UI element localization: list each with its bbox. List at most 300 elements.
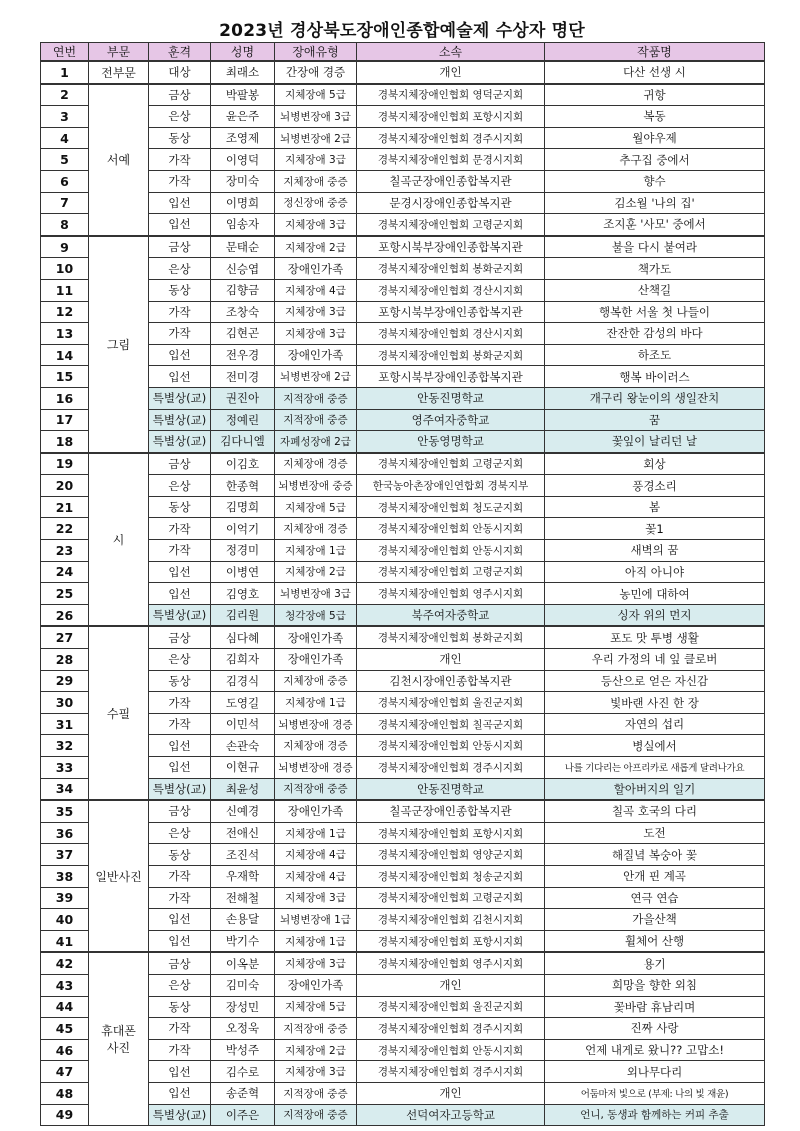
affiliation-cell: 개인 [357, 974, 545, 996]
award-cell: 입선 [149, 344, 211, 366]
disability-cell: 장애인가족 [275, 344, 357, 366]
disability-cell: 지체장애 1급 [275, 930, 357, 952]
table-row [41, 61, 765, 84]
table-row [41, 518, 765, 540]
category-cell: 서예 [89, 84, 149, 236]
disability-cell: 지체장애 3급 [275, 1061, 357, 1083]
award-cell: 동상 [149, 670, 211, 692]
row-number: 26 [41, 604, 89, 626]
table-row [41, 952, 765, 974]
work-cell: 휠체어 산행 [545, 930, 765, 952]
award-cell: 금상 [149, 626, 211, 648]
affiliation-cell: 경북지체장애인협회 안동시지회 [357, 540, 545, 562]
name-cell: 김경식 [211, 670, 275, 692]
affiliation-cell: 개인 [357, 61, 545, 84]
header-no: 연번 [41, 43, 89, 62]
award-cell: 동상 [149, 996, 211, 1018]
row-number: 6 [41, 170, 89, 192]
disability-cell: 지체장애 3급 [275, 887, 357, 909]
name-cell: 이영덕 [211, 149, 275, 171]
award-cell: 입선 [149, 214, 211, 236]
award-cell: 가작 [149, 301, 211, 323]
name-cell: 송준혁 [211, 1082, 275, 1104]
row-number: 18 [41, 431, 89, 453]
name-cell: 우재학 [211, 865, 275, 887]
name-cell: 장미숙 [211, 170, 275, 192]
table-row [41, 778, 765, 800]
name-cell: 한종혁 [211, 475, 275, 497]
affiliation-cell: 경북지체장애인협회 봉화군지회 [357, 344, 545, 366]
table-row [41, 865, 765, 887]
table-row [41, 84, 765, 106]
work-cell: 할아버지의 일기 [545, 778, 765, 800]
affiliation-cell: 안동진명학교 [357, 778, 545, 800]
name-cell: 김영호 [211, 583, 275, 605]
table-row [41, 236, 765, 258]
table-row [41, 996, 765, 1018]
name-cell: 손용달 [211, 909, 275, 931]
award-cell: 금상 [149, 236, 211, 258]
affiliation-cell: 칠곡군장애인종합복지관 [357, 800, 545, 822]
award-cell: 특별상(교) [149, 387, 211, 409]
disability-cell: 지체장애 5급 [275, 496, 357, 518]
row-number: 40 [41, 909, 89, 931]
row-number: 35 [41, 800, 89, 822]
disability-cell: 뇌병변장애 경증 [275, 713, 357, 735]
disability-cell: 정신장애 중증 [275, 192, 357, 214]
name-cell: 장성민 [211, 996, 275, 1018]
name-cell: 김현곤 [211, 323, 275, 345]
name-cell: 이병연 [211, 561, 275, 583]
affiliation-cell: 경북지체장애인협회 고령군지회 [357, 214, 545, 236]
row-number: 10 [41, 258, 89, 280]
work-cell: 봄 [545, 496, 765, 518]
disability-cell: 뇌병변장애 1급 [275, 909, 357, 931]
work-cell: 가을산책 [545, 909, 765, 931]
award-cell: 가작 [149, 518, 211, 540]
name-cell: 신예경 [211, 800, 275, 822]
affiliation-cell: 영주여자중학교 [357, 409, 545, 431]
work-cell: 산책길 [545, 279, 765, 301]
disability-cell: 지체장애 중증 [275, 170, 357, 192]
affiliation-cell: 안동진명학교 [357, 387, 545, 409]
table-row [41, 279, 765, 301]
table-row [41, 909, 765, 931]
work-cell: 안개 핀 계곡 [545, 865, 765, 887]
row-number: 48 [41, 1082, 89, 1104]
disability-cell: 지체장애 3급 [275, 301, 357, 323]
row-number: 13 [41, 323, 89, 345]
row-number: 46 [41, 1039, 89, 1061]
row-number: 17 [41, 409, 89, 431]
award-cell: 특별상(교) [149, 409, 211, 431]
work-cell: 나를 기다리는 아프리카로 새롭게 달려나가요 [545, 757, 765, 779]
row-number: 27 [41, 626, 89, 648]
disability-cell: 지체장애 3급 [275, 149, 357, 171]
award-cell: 입선 [149, 757, 211, 779]
work-cell: 농민에 대하여 [545, 583, 765, 605]
affiliation-cell: 칠곡군장애인종합복지관 [357, 170, 545, 192]
affiliation-cell: 경북지체장애인협회 영주시지회 [357, 583, 545, 605]
row-number: 23 [41, 540, 89, 562]
row-number: 45 [41, 1018, 89, 1040]
award-cell: 가작 [149, 1039, 211, 1061]
name-cell: 오정욱 [211, 1018, 275, 1040]
work-cell: 다산 선생 시 [545, 61, 765, 84]
row-number: 1 [41, 61, 89, 84]
category-cell: 일반사진 [89, 800, 149, 952]
row-number: 22 [41, 518, 89, 540]
row-number: 30 [41, 692, 89, 714]
row-number: 16 [41, 387, 89, 409]
row-number: 12 [41, 301, 89, 323]
name-cell: 이명희 [211, 192, 275, 214]
table-row [41, 822, 765, 844]
table-row [41, 1082, 765, 1104]
affiliation-cell: 경북지체장애인협회 안동시지회 [357, 735, 545, 757]
affiliation-cell: 경북지체장애인협회 울진군지회 [357, 996, 545, 1018]
table-row [41, 1061, 765, 1083]
row-number: 42 [41, 952, 89, 974]
row-number: 36 [41, 822, 89, 844]
disability-cell: 지체장애 경증 [275, 735, 357, 757]
name-cell: 김향금 [211, 279, 275, 301]
disability-cell: 지적장애 중증 [275, 1104, 357, 1126]
award-cell: 입선 [149, 561, 211, 583]
row-number: 33 [41, 757, 89, 779]
table-row [41, 561, 765, 583]
name-cell: 이김호 [211, 453, 275, 475]
affiliation-cell: 포항시북부장애인종합복지관 [357, 366, 545, 388]
table-row [41, 692, 765, 714]
name-cell: 심다혜 [211, 626, 275, 648]
name-cell: 이현규 [211, 757, 275, 779]
name-cell: 신승엽 [211, 258, 275, 280]
award-cell: 가작 [149, 170, 211, 192]
work-cell: 우리 가정의 네 잎 클로버 [545, 649, 765, 671]
name-cell: 김희자 [211, 649, 275, 671]
table-row [41, 626, 765, 648]
disability-cell: 간장애 경증 [275, 61, 357, 84]
award-cell: 입선 [149, 909, 211, 931]
award-cell: 특별상(교) [149, 1104, 211, 1126]
disability-cell: 뇌병변장애 경증 [275, 757, 357, 779]
work-cell: 꽃1 [545, 518, 765, 540]
award-cell: 가작 [149, 713, 211, 735]
table-row [41, 649, 765, 671]
disability-cell: 장애인가족 [275, 800, 357, 822]
award-cell: 가작 [149, 149, 211, 171]
disability-cell: 지체장애 5급 [275, 84, 357, 106]
row-number: 34 [41, 778, 89, 800]
work-cell: 포도 맛 투병 생활 [545, 626, 765, 648]
award-cell: 대상 [149, 61, 211, 84]
work-cell: 외나무다리 [545, 1061, 765, 1083]
affiliation-cell: 개인 [357, 1082, 545, 1104]
name-cell: 전우경 [211, 344, 275, 366]
award-cell: 금상 [149, 84, 211, 106]
table-row [41, 258, 765, 280]
table-row [41, 214, 765, 236]
table-row [41, 344, 765, 366]
table-row [41, 800, 765, 822]
award-cell: 동상 [149, 844, 211, 866]
affiliation-cell: 경북지체장애인협회 고령군지회 [357, 887, 545, 909]
work-cell: 꽃바람 휴남리며 [545, 996, 765, 1018]
table-row [41, 366, 765, 388]
award-cell: 은상 [149, 822, 211, 844]
disability-cell: 지체장애 3급 [275, 952, 357, 974]
disability-cell: 지체장애 2급 [275, 1039, 357, 1061]
row-number: 38 [41, 865, 89, 887]
affiliation-cell: 경북지체장애인협회 영양군지회 [357, 844, 545, 866]
work-cell: 행복한 서울 첫 나들이 [545, 301, 765, 323]
work-cell: 귀항 [545, 84, 765, 106]
affiliation-cell: 경북지체장애인협회 칠곡군지회 [357, 713, 545, 735]
work-cell: 새벽의 꿈 [545, 540, 765, 562]
affiliation-cell: 개인 [357, 649, 545, 671]
disability-cell: 지체장애 경증 [275, 518, 357, 540]
disability-cell: 지체장애 5급 [275, 996, 357, 1018]
work-cell: 김소월 '나의 집' [545, 192, 765, 214]
disability-cell: 지체장애 1급 [275, 692, 357, 714]
category-cell: 휴대폰 사진 [89, 952, 149, 1125]
disability-cell: 지체장애 1급 [275, 822, 357, 844]
row-number: 32 [41, 735, 89, 757]
affiliation-cell: 한국농아촌장애인연합회 경북지부 [357, 475, 545, 497]
table-row [41, 431, 765, 453]
row-number: 21 [41, 496, 89, 518]
award-cell: 금상 [149, 453, 211, 475]
work-cell: 연극 연습 [545, 887, 765, 909]
disability-cell: 뇌병변장애 2급 [275, 127, 357, 149]
row-number: 29 [41, 670, 89, 692]
award-cell: 은상 [149, 475, 211, 497]
work-cell: 월야우제 [545, 127, 765, 149]
document-title: 2023년 경상북도장애인종합예술제 수상자 명단 [219, 21, 585, 41]
disability-cell: 지체장애 중증 [275, 670, 357, 692]
row-number: 2 [41, 84, 89, 106]
work-cell: 잔잔한 감성의 바다 [545, 323, 765, 345]
header-work: 작품명 [545, 43, 765, 62]
row-number: 11 [41, 279, 89, 301]
name-cell: 김미숙 [211, 974, 275, 996]
header-name: 성명 [211, 43, 275, 62]
work-cell: 복동 [545, 106, 765, 128]
disability-cell: 지적장애 중증 [275, 778, 357, 800]
disability-cell: 청각장애 5급 [275, 604, 357, 626]
award-cell: 특별상(교) [149, 604, 211, 626]
table-row [41, 540, 765, 562]
header-award: 훈격 [149, 43, 211, 62]
header-category: 부문 [89, 43, 149, 62]
name-cell: 김명희 [211, 496, 275, 518]
work-cell: 용기 [545, 952, 765, 974]
award-cell: 가작 [149, 692, 211, 714]
category-cell: 시 [89, 453, 149, 627]
affiliation-cell: 경북지체장애인협회 포항시지회 [357, 106, 545, 128]
award-cell: 금상 [149, 800, 211, 822]
award-cell: 동상 [149, 127, 211, 149]
work-cell: 칠곡 호국의 다리 [545, 800, 765, 822]
award-cell: 동상 [149, 496, 211, 518]
table-row [41, 453, 765, 475]
row-number: 4 [41, 127, 89, 149]
name-cell: 권진아 [211, 387, 275, 409]
work-cell: 희망을 향한 외침 [545, 974, 765, 996]
name-cell: 박성주 [211, 1039, 275, 1061]
table-row [41, 127, 765, 149]
award-cell: 금상 [149, 952, 211, 974]
row-number: 3 [41, 106, 89, 128]
affiliation-cell: 경북지체장애인협회 고령군지회 [357, 561, 545, 583]
row-number: 31 [41, 713, 89, 735]
table-row [41, 106, 765, 128]
award-cell: 가작 [149, 887, 211, 909]
name-cell: 정예린 [211, 409, 275, 431]
row-number: 5 [41, 149, 89, 171]
disability-cell: 지체장애 1급 [275, 540, 357, 562]
affiliation-cell: 경북지체장애인협회 포항시지회 [357, 822, 545, 844]
name-cell: 김리원 [211, 604, 275, 626]
disability-cell: 뇌병변장애 중증 [275, 475, 357, 497]
disability-cell: 지적장애 중증 [275, 1018, 357, 1040]
table-row [41, 1039, 765, 1061]
work-cell: 책가도 [545, 258, 765, 280]
award-cell: 은상 [149, 258, 211, 280]
award-cell: 가작 [149, 1018, 211, 1040]
work-cell: 풍경소리 [545, 475, 765, 497]
name-cell: 조영제 [211, 127, 275, 149]
disability-cell: 지체장애 4급 [275, 844, 357, 866]
name-cell: 조창숙 [211, 301, 275, 323]
awards-table [40, 42, 765, 1126]
table-row [41, 149, 765, 171]
table-header [41, 43, 765, 62]
affiliation-cell: 경북지체장애인협회 울진군지회 [357, 692, 545, 714]
name-cell: 도영길 [211, 692, 275, 714]
table-row [41, 887, 765, 909]
name-cell: 조진석 [211, 844, 275, 866]
affiliation-cell: 포항시북부장애인종합복지관 [357, 236, 545, 258]
name-cell: 전미경 [211, 366, 275, 388]
disability-cell: 지체장애 4급 [275, 279, 357, 301]
disability-cell: 장애인가족 [275, 649, 357, 671]
name-cell: 박팔봉 [211, 84, 275, 106]
affiliation-cell: 경북지체장애인협회 영주시지회 [357, 952, 545, 974]
name-cell: 이민석 [211, 713, 275, 735]
row-number: 15 [41, 366, 89, 388]
work-cell: 꿈 [545, 409, 765, 431]
disability-cell: 지체장애 3급 [275, 323, 357, 345]
name-cell: 임송자 [211, 214, 275, 236]
award-cell: 입선 [149, 1082, 211, 1104]
disability-cell: 뇌병변장애 3급 [275, 106, 357, 128]
affiliation-cell: 포항시북부장애인종합복지관 [357, 301, 545, 323]
affiliation-cell: 문경시장애인종합복지관 [357, 192, 545, 214]
disability-cell: 지적장애 중증 [275, 387, 357, 409]
name-cell: 이주은 [211, 1104, 275, 1126]
affiliation-cell: 경북지체장애인협회 경주시지회 [357, 1061, 545, 1083]
work-cell: 꽃잎이 날리던 날 [545, 431, 765, 453]
row-number: 24 [41, 561, 89, 583]
row-number: 41 [41, 930, 89, 952]
affiliation-cell: 경북지체장애인협회 포항시지회 [357, 930, 545, 952]
table-row [41, 1018, 765, 1040]
name-cell: 손관숙 [211, 735, 275, 757]
affiliation-cell: 선덕여자고등학교 [357, 1104, 545, 1126]
award-cell: 가작 [149, 323, 211, 345]
work-cell: 추구집 중에서 [545, 149, 765, 171]
table-body [41, 61, 765, 1126]
affiliation-cell: 경북지체장애인협회 경주시지회 [357, 127, 545, 149]
work-cell: 빛바랜 사진 한 장 [545, 692, 765, 714]
name-cell: 최윤성 [211, 778, 275, 800]
disability-cell: 지체장애 2급 [275, 236, 357, 258]
work-cell: 진짜 사랑 [545, 1018, 765, 1040]
disability-cell: 장애인가족 [275, 974, 357, 996]
award-cell: 입선 [149, 930, 211, 952]
award-cell: 입선 [149, 1061, 211, 1083]
work-cell: 조지훈 '사모' 중에서 [545, 214, 765, 236]
affiliation-cell: 경북지체장애인협회 고령군지회 [357, 453, 545, 475]
row-number: 49 [41, 1104, 89, 1126]
row-number: 44 [41, 996, 89, 1018]
row-number: 14 [41, 344, 89, 366]
disability-cell: 뇌병변장애 3급 [275, 583, 357, 605]
affiliation-cell: 경북지체장애인협회 경주시지회 [357, 757, 545, 779]
affiliation-cell: 안동영명학교 [357, 431, 545, 453]
affiliation-cell: 경북지체장애인협회 경산시지회 [357, 323, 545, 345]
work-cell: 아직 아니야 [545, 561, 765, 583]
name-cell: 이옥분 [211, 952, 275, 974]
award-cell: 입선 [149, 583, 211, 605]
award-cell: 입선 [149, 192, 211, 214]
work-cell: 등산으로 얻은 자신감 [545, 670, 765, 692]
work-cell: 언제 내게로 왔니?? 고맙소! [545, 1039, 765, 1061]
name-cell: 최래소 [211, 61, 275, 84]
table-row [41, 604, 765, 626]
table-row [41, 583, 765, 605]
name-cell: 문태순 [211, 236, 275, 258]
disability-cell: 지체장애 4급 [275, 865, 357, 887]
table-row [41, 170, 765, 192]
name-cell: 전해철 [211, 887, 275, 909]
affiliation-cell: 경북지체장애인협회 봉화군지회 [357, 258, 545, 280]
table-row [41, 301, 765, 323]
table-row [41, 844, 765, 866]
affiliation-cell: 북주여자중학교 [357, 604, 545, 626]
disability-cell: 지체장애 2급 [275, 561, 357, 583]
affiliation-cell: 경북지체장애인협회 영덕군지회 [357, 84, 545, 106]
work-cell: 향수 [545, 170, 765, 192]
affiliation-cell: 경북지체장애인협회 청도군지회 [357, 496, 545, 518]
row-number: 28 [41, 649, 89, 671]
category-cell: 그림 [89, 236, 149, 453]
disability-cell: 지체장애 3급 [275, 214, 357, 236]
award-cell: 입선 [149, 366, 211, 388]
award-cell: 특별상(교) [149, 778, 211, 800]
affiliation-cell: 경북지체장애인협회 경산시지회 [357, 279, 545, 301]
table-row [41, 1104, 765, 1126]
name-cell: 박기수 [211, 930, 275, 952]
name-cell: 김다니엘 [211, 431, 275, 453]
table-row [41, 735, 765, 757]
row-number: 37 [41, 844, 89, 866]
award-cell: 은상 [149, 106, 211, 128]
work-cell: 하조도 [545, 344, 765, 366]
row-number: 20 [41, 475, 89, 497]
